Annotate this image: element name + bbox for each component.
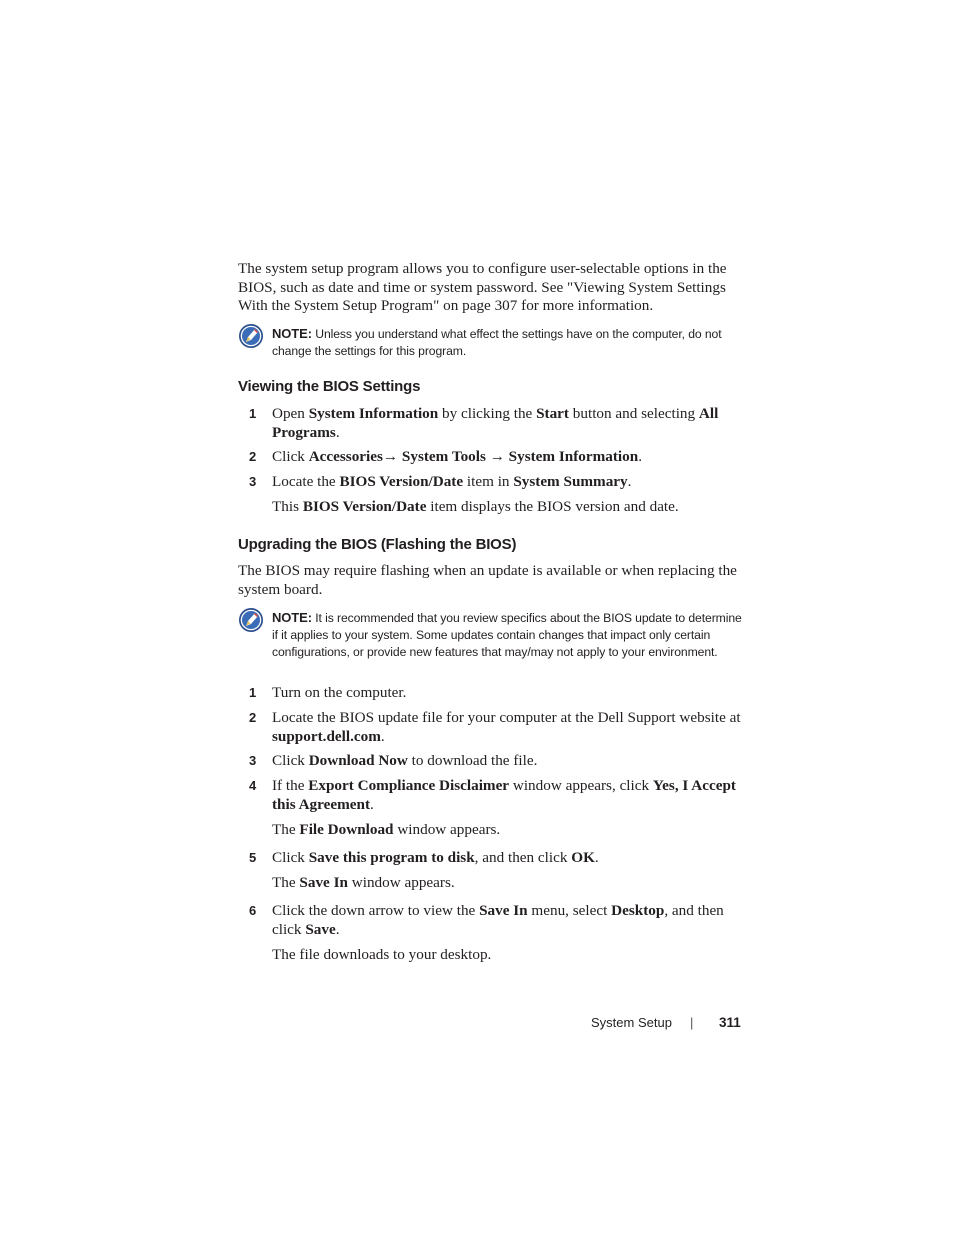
page-number: 311	[719, 1015, 741, 1030]
step-number: 1	[249, 685, 257, 700]
step-number: 2	[249, 449, 257, 464]
footer-section-title: System Setup	[591, 1015, 672, 1030]
list-item: 4 If the Export Compliance Disclaimer window appears, click Yes, I Accept this Agreement.	[249, 777, 736, 813]
note-body: It is recommended that you review specifics about the BIOS update to determine if it applies to your system. Some updates contain changes that impact only certain configurations, or provide new features that may/may not apply to your environment.	[272, 611, 742, 659]
list-item: 6 Click the down arrow to view the Save In menu, select Desktop, and then click Save.	[249, 902, 724, 938]
note-callout	[238, 325, 743, 360]
list-item: 2 Click Accessories→ System Tools → System Information.	[249, 448, 642, 465]
step-number: 1	[249, 406, 257, 421]
section-heading-viewing-bios: Viewing the BIOS Settings	[238, 378, 421, 395]
note-pencil-icon	[238, 323, 264, 349]
step-result: The Save In window appears.	[272, 874, 455, 891]
list-item: 3 Click Download Now to download the file.	[249, 752, 538, 769]
note-pencil-icon	[238, 607, 264, 633]
note-label: NOTE:	[272, 326, 312, 341]
list-item: 5 Click Save this program to disk, and then click OK.	[249, 849, 599, 866]
step-result: The File Download window appears.	[272, 821, 501, 838]
note-text	[272, 609, 743, 661]
section-intro: The BIOS may require flashing when an update is available or when replacing the system board.	[238, 562, 737, 598]
list-item: 1 Turn on the computer.	[249, 684, 407, 701]
step-number: 4	[249, 778, 257, 793]
list-item: 1 Open System Information by clicking the Start button and selecting All Programs.	[249, 405, 719, 441]
list-item: 2 Locate the BIOS update file for your computer at the Dell Support website at support.dell.com.	[249, 709, 741, 745]
note-label: NOTE:	[272, 610, 312, 625]
note-callout	[238, 609, 743, 661]
step-number: 5	[249, 850, 257, 865]
note-text	[272, 325, 743, 360]
step-result: The file downloads to your desktop.	[272, 946, 492, 963]
section-heading-upgrading-bios: Upgrading the BIOS (Flashing the BIOS)	[238, 536, 517, 553]
step-number: 3	[249, 474, 257, 489]
footer-separator: |	[690, 1015, 694, 1030]
list-item: 3 Locate the BIOS Version/Date item in System Summary.	[249, 473, 632, 490]
step-number: 6	[249, 903, 257, 918]
support-link[interactable]: support.dell.com	[272, 727, 381, 745]
note-body: Unless you understand what effect the settings have on the computer, do not change the settings for this program.	[272, 327, 722, 358]
step-number: 2	[249, 710, 257, 725]
step-number: 3	[249, 753, 257, 768]
step-result: This BIOS Version/Date item displays the BIOS version and date.	[272, 498, 679, 515]
intro-paragraph: The system setup program allows you to configure user-selectable options in the BIOS, such as date and time or system password. See "Viewing System Settings With the System Setup Program" on page 307 for more information.	[238, 260, 727, 315]
